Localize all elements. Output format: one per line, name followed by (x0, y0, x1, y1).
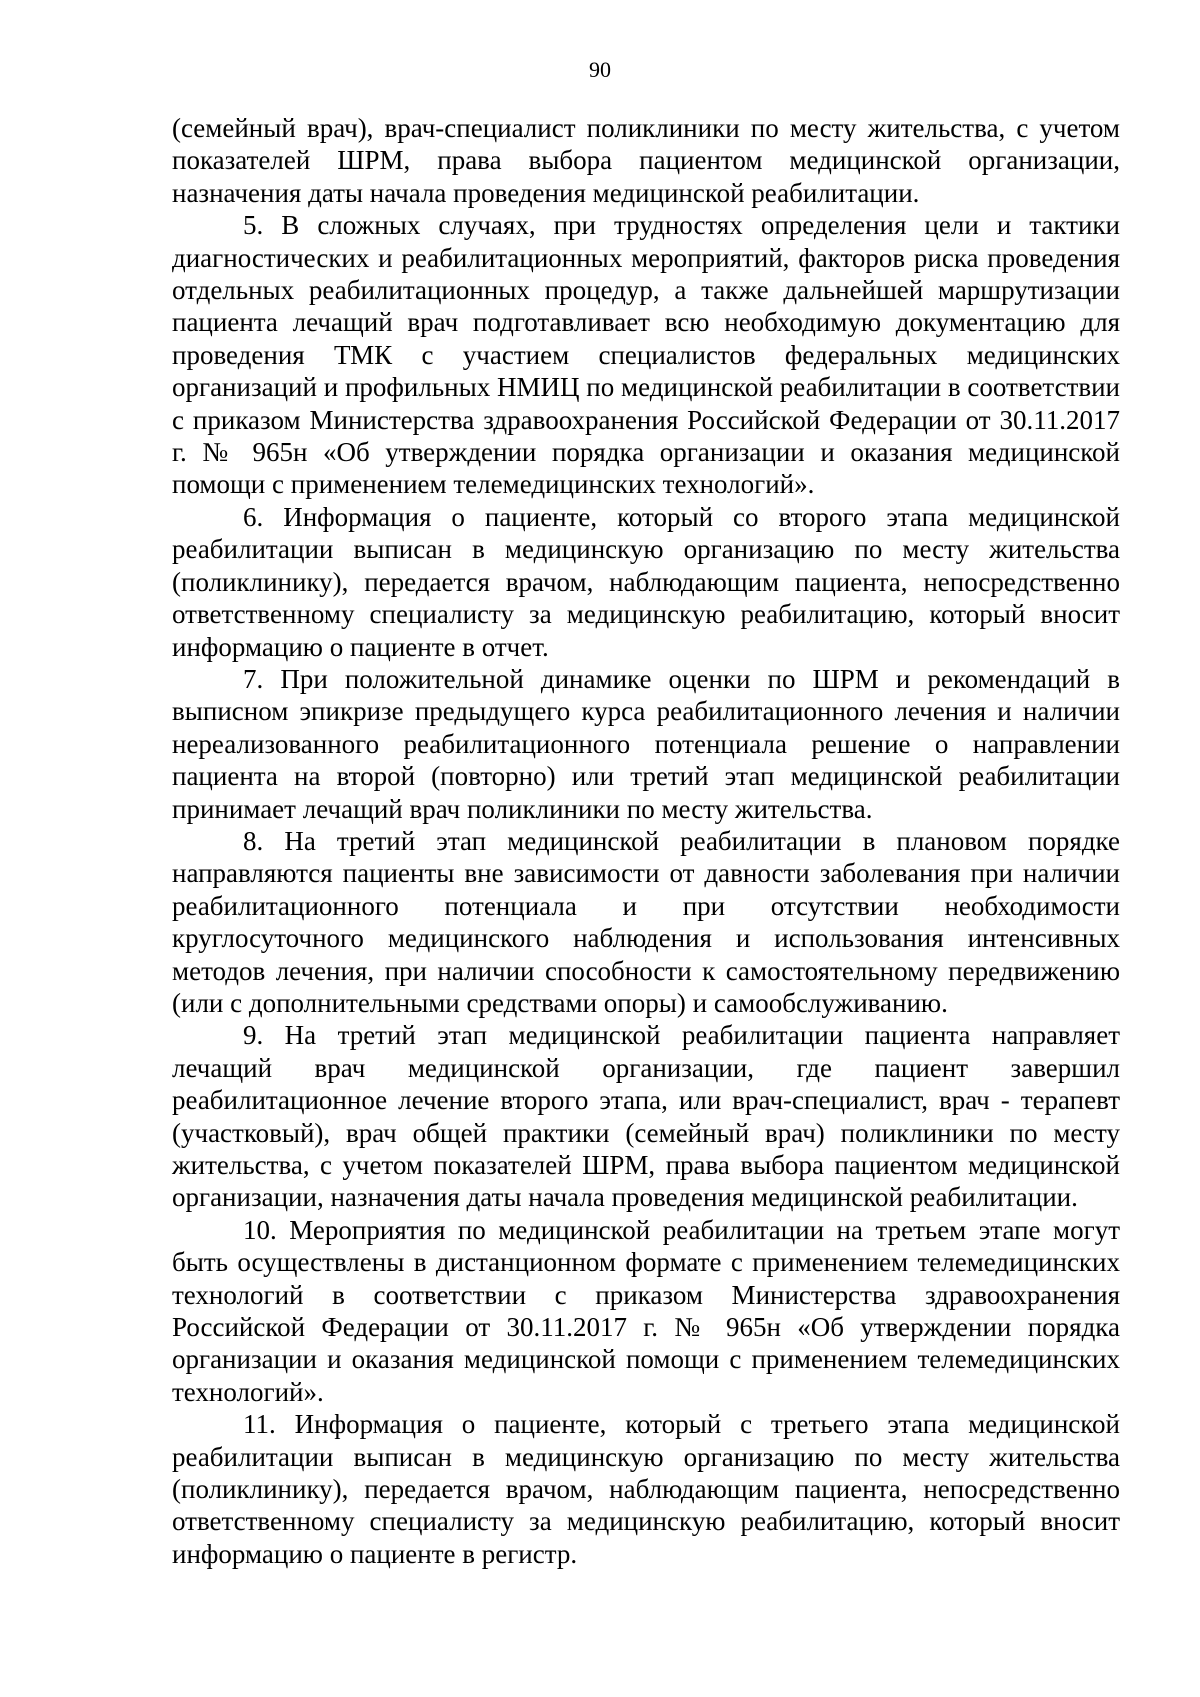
page-number: 90 (589, 57, 611, 82)
paragraph-item-7: 7. При положительной динамике оценки по ШРМ и рекомендаций в выписном эпикризе предыдущего курса реабилитационного лечения и наличии нереализованного реабилитационного потенциала решение о направлении пациента на второй (повторно) или третий этап медицинской реабилитации принимает лечащий врач поликлиники по месту жительства. (172, 663, 1120, 824)
paragraph-item-10: 10. Мероприятия по медицинской реабилитации на третьем этапе могут быть осуществлены в дистанционном формате с применением телемедицинских технологий в соответствии с приказом Министерства здравоохранения Российской Федерации от 30.11.2017 г. № 965н «Об утверждении порядка организации и оказания медицинской помощи с применением телемедицинских технологий». (172, 1214, 1120, 1407)
paragraph-item-8: 8. На третий этап медицинской реабилитации в плановом порядке направляются пациенты вне зависимости от давности заболевания при наличии реабилитационного потенциала и при отсутствии необходимости круглосуточного медицинского наблюдения и использования интенсивных методов лечения, при наличии способности к самостоятельному передвижению (или с дополнительными средствами опоры) и самообслуживанию. (172, 825, 1120, 1018)
paragraph-item-11: 11. Информация о пациенте, который с третьего этапа медицинской реабилитации выписан в медицинскую организацию по месту жительства (поликлинику), передается врачом, наблюдающим пациента, непосредственно ответственному специалисту за медицинскую реабилитацию, который вносит информацию о пациенте в регистр. (172, 1409, 1120, 1569)
paragraph-item-6: 6. Информация о пациенте, который со второго этапа медицинской реабилитации выписан в медицинскую организацию по месту жительства (поликлинику), передается врачом, наблюдающим пациента, непосредственно ответственному специалисту за медицинскую реабилитацию, который вносит информацию о пациенте в отчет. (172, 501, 1120, 662)
paragraph-item-9: 9. На третий этап медицинской реабилитации пациента направляет лечащий врач медицинской организации, где пациент завершил реабилитационное лечение второго этапа, или врач-специалист, врач - терапевт (участковый), врач общей практики (семейный врач) поликлиники по месту жительства, с учетом показателей ШРМ, права выбора пациентом медицинской организации, назначения даты начала проведения медицинской реабилитации. (172, 1020, 1120, 1213)
paragraph-item-5: 5. В сложных случаях, при трудностях определения цели и тактики диагностических и реабилитационных мероприятий, факторов риска проведения отдельных реабилитационных процедур, а также дальнейшей маршрутизации пациента лечащий врач подготавливает всю необходимую документацию для проведения ТМК с участием специалистов федеральных медицинских организаций и профильных НМИЦ по медицинской реабилитации в соответствии с приказом Министерства здравоохранения Российской Федерации от 30.11.2017 г. № 965н «Об утверждении порядка организации и оказания медицинской помощи с применением телемедицинских технологий». (172, 210, 1120, 500)
document-body (172, 112, 1120, 1570)
paragraph-continuation: (семейный врач), врач-специалист поликлиники по месту жительства, с учетом показателей ШРМ, права выбора пациентом медицинской организации, назначения даты начала проведения медицинской реабилитации. (172, 113, 1120, 208)
